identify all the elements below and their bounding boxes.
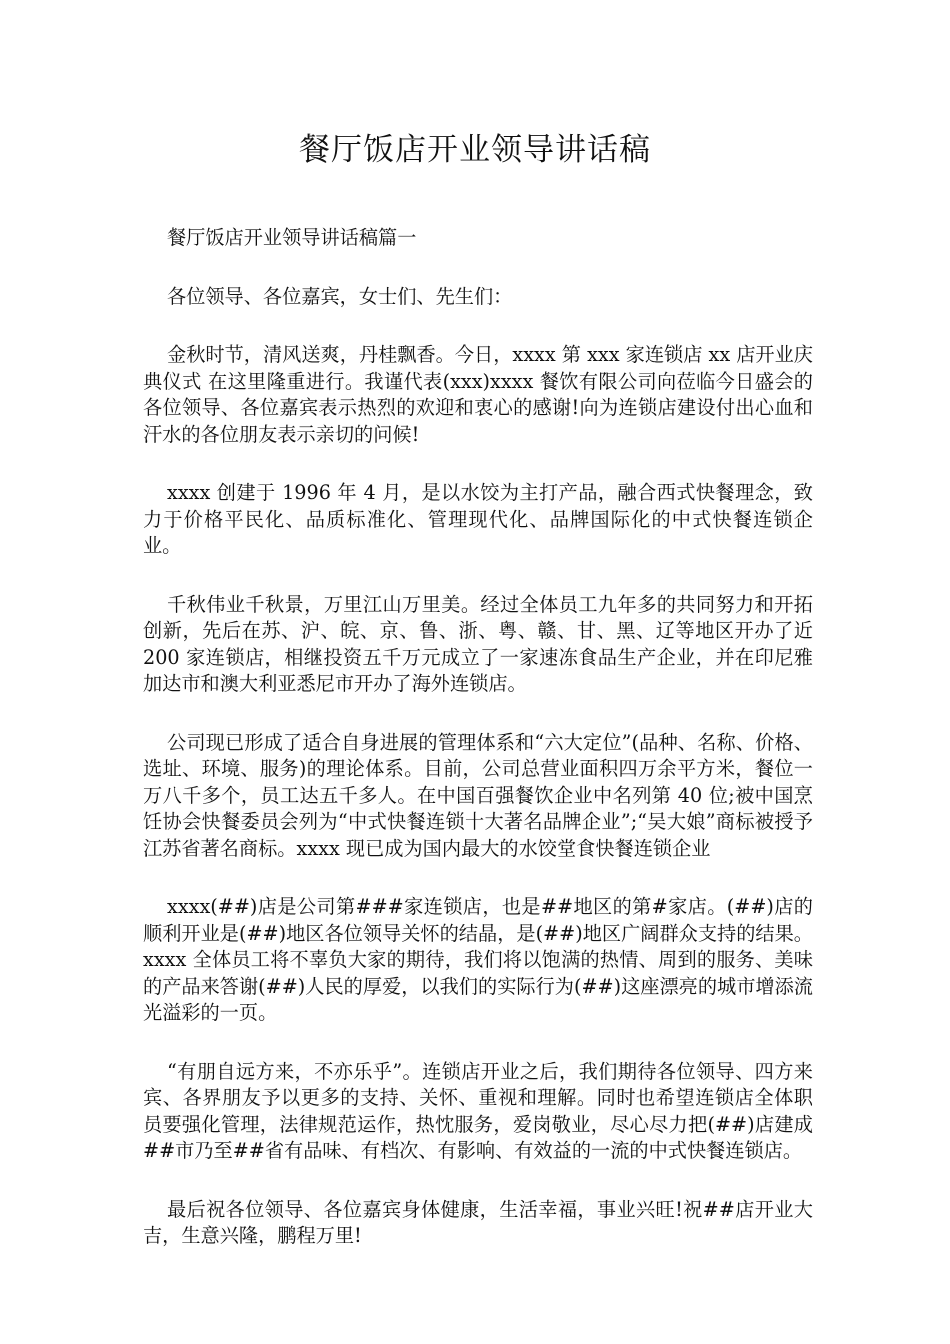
document-body [143,225,813,1282]
section-heading: 餐厅饭店开业领导讲话稿篇一 [167,226,417,249]
company-intro-paragraph: xxxx 创建于 1996 年 4 月，是以水饺为主打产品，融合西式快餐理念，致力于价格平民化、品质标准化、管理现代化、品牌国际化的中式快餐连锁企业。 [143,481,813,557]
expansion-paragraph: 千秋伟业千秋景，万里江山万里美。经过全体员工九年多的共同努力和开拓创新，先后在苏、沪、皖、京、鲁、浙、粤、赣、甘、黑、辽等地区开办了近 200 家连锁店，相继投资五千万元成立了一家速冻食品生产企业，并在印尼雅加达市和澳大利亚悉尼市开办了海外连锁店。 [143,592,813,695]
closing-paragraph: 最后祝各位领导、各位嘉宾身体健康，生活幸福，事业兴旺!祝##店开业大吉，生意兴隆，鹏程万里! [143,1197,813,1247]
store-paragraph: xxxx(##)店是公司第###家连锁店，也是##地区的第#家店。(##)店的顺利开业是(##)地区各位领导关怀的结晶，是(##)地区广阔群众支持的结果。xxxx 全体员工将不辜负大家的期待，我们将以饱满的热情、周到的服务、美味的产品来答谢(##)人民的厚爱，以我们的实际行为(##)这座漂亮的城市增添流光溢彩的一页。 [143,895,813,1024]
opening-paragraph: 金秋时节，清风送爽，丹桂飘香。今日，xxxx 第 xxx 家连锁店 xx 店开业庆典仪式 在这里隆重进行。我谨代表(xxx)xxxx 餐饮有限公司向莅临今日盛会的各位领导、各位嘉宾表示热烈的欢迎和衷心的感谢!向为连锁店建设付出心血和汗水的各位朋友表示亲切的问候! [143,343,813,446]
management-paragraph: 公司现已形成了适合自身进展的管理体系和“六大定位”(品种、名称、价格、选址、环境、服务)的理论体系。目前，公司总营业面积四万余平方米，餐位一万八千多个，员工达五千多人。在中国百强餐饮企业中名列第 40 位;被中国烹饪协会快餐委员会列为“中式快餐连锁十大著名品牌企业”;“吴大娘”商标被授予江苏省著名商标。xxxx 现已成为国内最大的水饺堂食快餐连锁企业 [143,730,813,860]
salutation-paragraph: 各位领导、各位嘉宾，女士们、先生们： [167,284,513,308]
expectation-paragraph: “有朋自远方来，不亦乐乎”。连锁店开业之后，我们期待各位领导、四方来宾、各界朋友予以更多的支持、关怀、重视和理解。同时也希望连锁店全体职员要强化管理，法律规范运作，热忱服务，爱岗敬业，尽心尽力把(##)店建成##市乃至##省有品味、有档次、有影响、有效益的一流的中式快餐连锁店。 [143,1059,813,1162]
document-title: 餐厅饭店开业领导讲话稿 [299,132,651,168]
